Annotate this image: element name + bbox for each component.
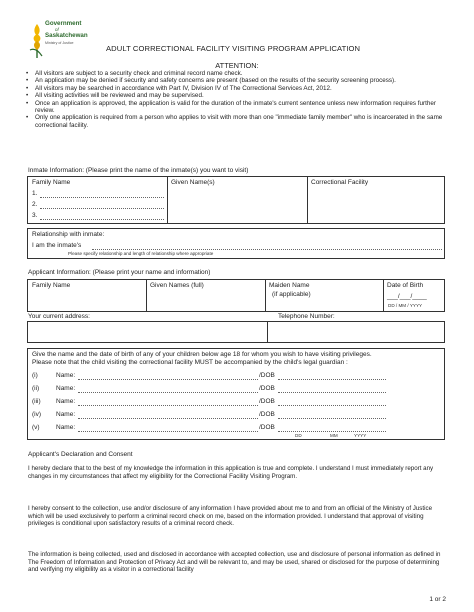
children-intro-line-2: Please note that the child visiting the correctional facility MUST be accompanied by the child's legal guardian : — [32, 359, 348, 366]
child-row-number: (iv) — [32, 411, 42, 418]
logo-line-government: Government — [45, 20, 82, 27]
child-row-number: (iii) — [32, 398, 41, 405]
child-dob-label: /DOB — [259, 424, 275, 431]
divider — [146, 280, 147, 311]
bullet-item — [26, 114, 446, 129]
applicant-family-name-label: Family Name — [32, 282, 71, 289]
inmate-family-name-input-2[interactable] — [40, 208, 164, 209]
inmates-prefix-label: I am the inmate's — [32, 242, 82, 249]
dob-label: Date of Birth — [387, 282, 424, 289]
telephone-input[interactable] — [270, 324, 440, 340]
child-name-label: Name: — [56, 411, 76, 418]
child-name-label: Name: — [56, 424, 76, 431]
maiden-name-label: Maiden Name — [269, 282, 310, 289]
bullet-text: All visitors may be searched in accordance with Part IV, Division IV of The Correctional Services Act, 2012. — [35, 84, 332, 92]
applicant-name-table — [27, 279, 445, 312]
bullet-item — [26, 100, 446, 115]
bullet-item — [26, 92, 446, 99]
bullet-item — [26, 85, 446, 92]
bullet-text: Only one application is required from a person who applies to visit with more than one "immediate family member" who is incarcerated in the same correctional facility. — [35, 114, 443, 129]
children-intro-line-1: Give the name and the date of birth of any of your children below age 18 for whom you wish to have visiting privileges. — [32, 351, 372, 358]
child-name-input[interactable] — [78, 418, 258, 419]
children-box — [27, 348, 445, 440]
child-dob-input[interactable] — [278, 405, 386, 406]
child-dob-label: /DOB — [259, 398, 275, 405]
divider — [267, 322, 268, 342]
inmate-row-number: 1. — [32, 190, 38, 197]
child-dob-input[interactable] — [278, 379, 386, 380]
inmate-family-name-input-3[interactable] — [40, 219, 164, 220]
bullet-text: An application may be denied if security and safety concerns are present (based on the results of the security screening process). — [35, 77, 396, 85]
bullet-icon: • — [26, 77, 29, 85]
divider — [383, 280, 384, 311]
bullet-icon: • — [26, 99, 29, 107]
dd-hint: DD — [295, 433, 302, 438]
child-row-number: (ii) — [32, 385, 40, 392]
applicant-section-heading: Applicant Information: (Please print your name and information) — [28, 269, 211, 276]
divider — [307, 177, 308, 223]
logo-ministry: Ministry of Justice — [45, 41, 74, 45]
yyyy-hint: YYYY — [354, 433, 367, 438]
divider — [265, 280, 266, 311]
dob-input[interactable]: ___/___/____ — [387, 293, 427, 300]
declaration-paragraph-3: The information is being collected, used and disclosed in accordance with accepted collection, use and disclosure of personal information as defined in The Freedom of Information and Protection of Privacy Act and will be relevant to, and may be used, shared or disclosed for the purpose of determining and verifying my eligibility as a visitor in a correctional facility — [28, 551, 441, 573]
page-number: 1 or 2 — [429, 596, 446, 603]
inmate-section-heading: Inmate Information: (Please print the name of the inmate(s) you want to visit) — [28, 167, 249, 174]
inmate-family-name-label: Family Name — [32, 179, 71, 186]
bullet-item — [26, 70, 446, 77]
child-dob-input[interactable] — [278, 431, 386, 432]
telephone-label: Telephone Number: — [278, 313, 335, 320]
current-address-label: Your current address: — [28, 313, 90, 320]
form-title: ADULT CORRECTIONAL FACILITY VISITING PROGRAM APPLICATION — [106, 44, 361, 53]
child-row-number: (v) — [32, 424, 40, 431]
relationship-label: Relationship with inmate: — [32, 231, 105, 238]
bullet-item — [26, 77, 446, 84]
child-name-label: Name: — [56, 398, 76, 405]
logo-line-saskatchewan: Saskatchewan — [45, 32, 88, 39]
child-name-input[interactable] — [78, 379, 258, 380]
inmate-given-names-label: Given Name(s) — [171, 179, 215, 186]
attention-bullet-list — [26, 70, 446, 129]
bullet-text: All visitors are subject to a security check and criminal record name check. — [35, 70, 243, 77]
bullet-text: Once an application is approved, the application is valid for the duration of the inmate's current sentence unless new information requires further review. — [35, 99, 436, 115]
divider — [167, 177, 168, 223]
logo-text — [45, 20, 88, 47]
mm-hint: MM — [330, 433, 338, 438]
bullet-text: All visiting activities will be reviewed and may be supervised. — [35, 92, 204, 100]
declaration-paragraph-2: I hereby consent to the collection, use and/or disclosure of any information I have provided about me to and from an official of the Ministry of Justice which will be used exclusively to perform a criminal record check on me, based on the information provided. I understand that approval of visiting privileges is conditional upon satisfactory results of a criminal record check. — [28, 505, 433, 527]
applicant-given-names-label: Given Names (full) — [150, 282, 204, 289]
attention-heading: ATTENTION: — [215, 61, 259, 70]
relationship-hint: Please specify relationship and length of relationship where appropriate — [68, 251, 214, 256]
child-row-number: (i) — [32, 372, 38, 379]
inmate-row-number: 3. — [32, 212, 38, 219]
if-applicable-label: (if applicable) — [272, 291, 311, 298]
declaration-paragraph-1: I hereby declare that to the best of my knowledge the information in this application is true and complete. I understand I must immediately report any changes in my circumstances that affect my eligibility for the Correctional Facility Visiting Program. — [28, 465, 434, 480]
address-phone-box — [27, 321, 445, 343]
inmate-name-table — [27, 176, 445, 224]
inmate-facility-label: Correctional Facility — [311, 179, 369, 186]
child-name-input[interactable] — [78, 431, 258, 432]
bullet-icon: • — [26, 114, 29, 122]
child-name-input[interactable] — [78, 392, 258, 393]
bullet-icon: • — [26, 84, 29, 92]
wheat-emblem-icon — [28, 20, 46, 58]
relationship-input[interactable] — [92, 249, 442, 250]
child-dob-label: /DOB — [259, 372, 275, 379]
bullet-icon: • — [26, 70, 29, 77]
child-name-label: Name: — [56, 372, 76, 379]
relationship-box — [27, 228, 445, 259]
inmate-family-name-input-1[interactable] — [40, 197, 164, 198]
child-dob-input[interactable] — [278, 418, 386, 419]
declaration-heading: Applicant's Declaration and Consent — [28, 451, 133, 458]
child-name-input[interactable] — [78, 405, 258, 406]
logo-line-of: of — [55, 27, 59, 32]
current-address-input[interactable] — [30, 324, 264, 340]
dob-format-hint: DD / MM / YYYY — [388, 303, 423, 308]
bullet-icon: • — [26, 92, 29, 100]
child-name-label: Name: — [56, 385, 76, 392]
inmate-row-number: 2. — [32, 201, 38, 208]
child-dob-label: /DOB — [259, 411, 275, 418]
child-dob-label: /DOB — [259, 385, 275, 392]
child-dob-input[interactable] — [278, 392, 386, 393]
